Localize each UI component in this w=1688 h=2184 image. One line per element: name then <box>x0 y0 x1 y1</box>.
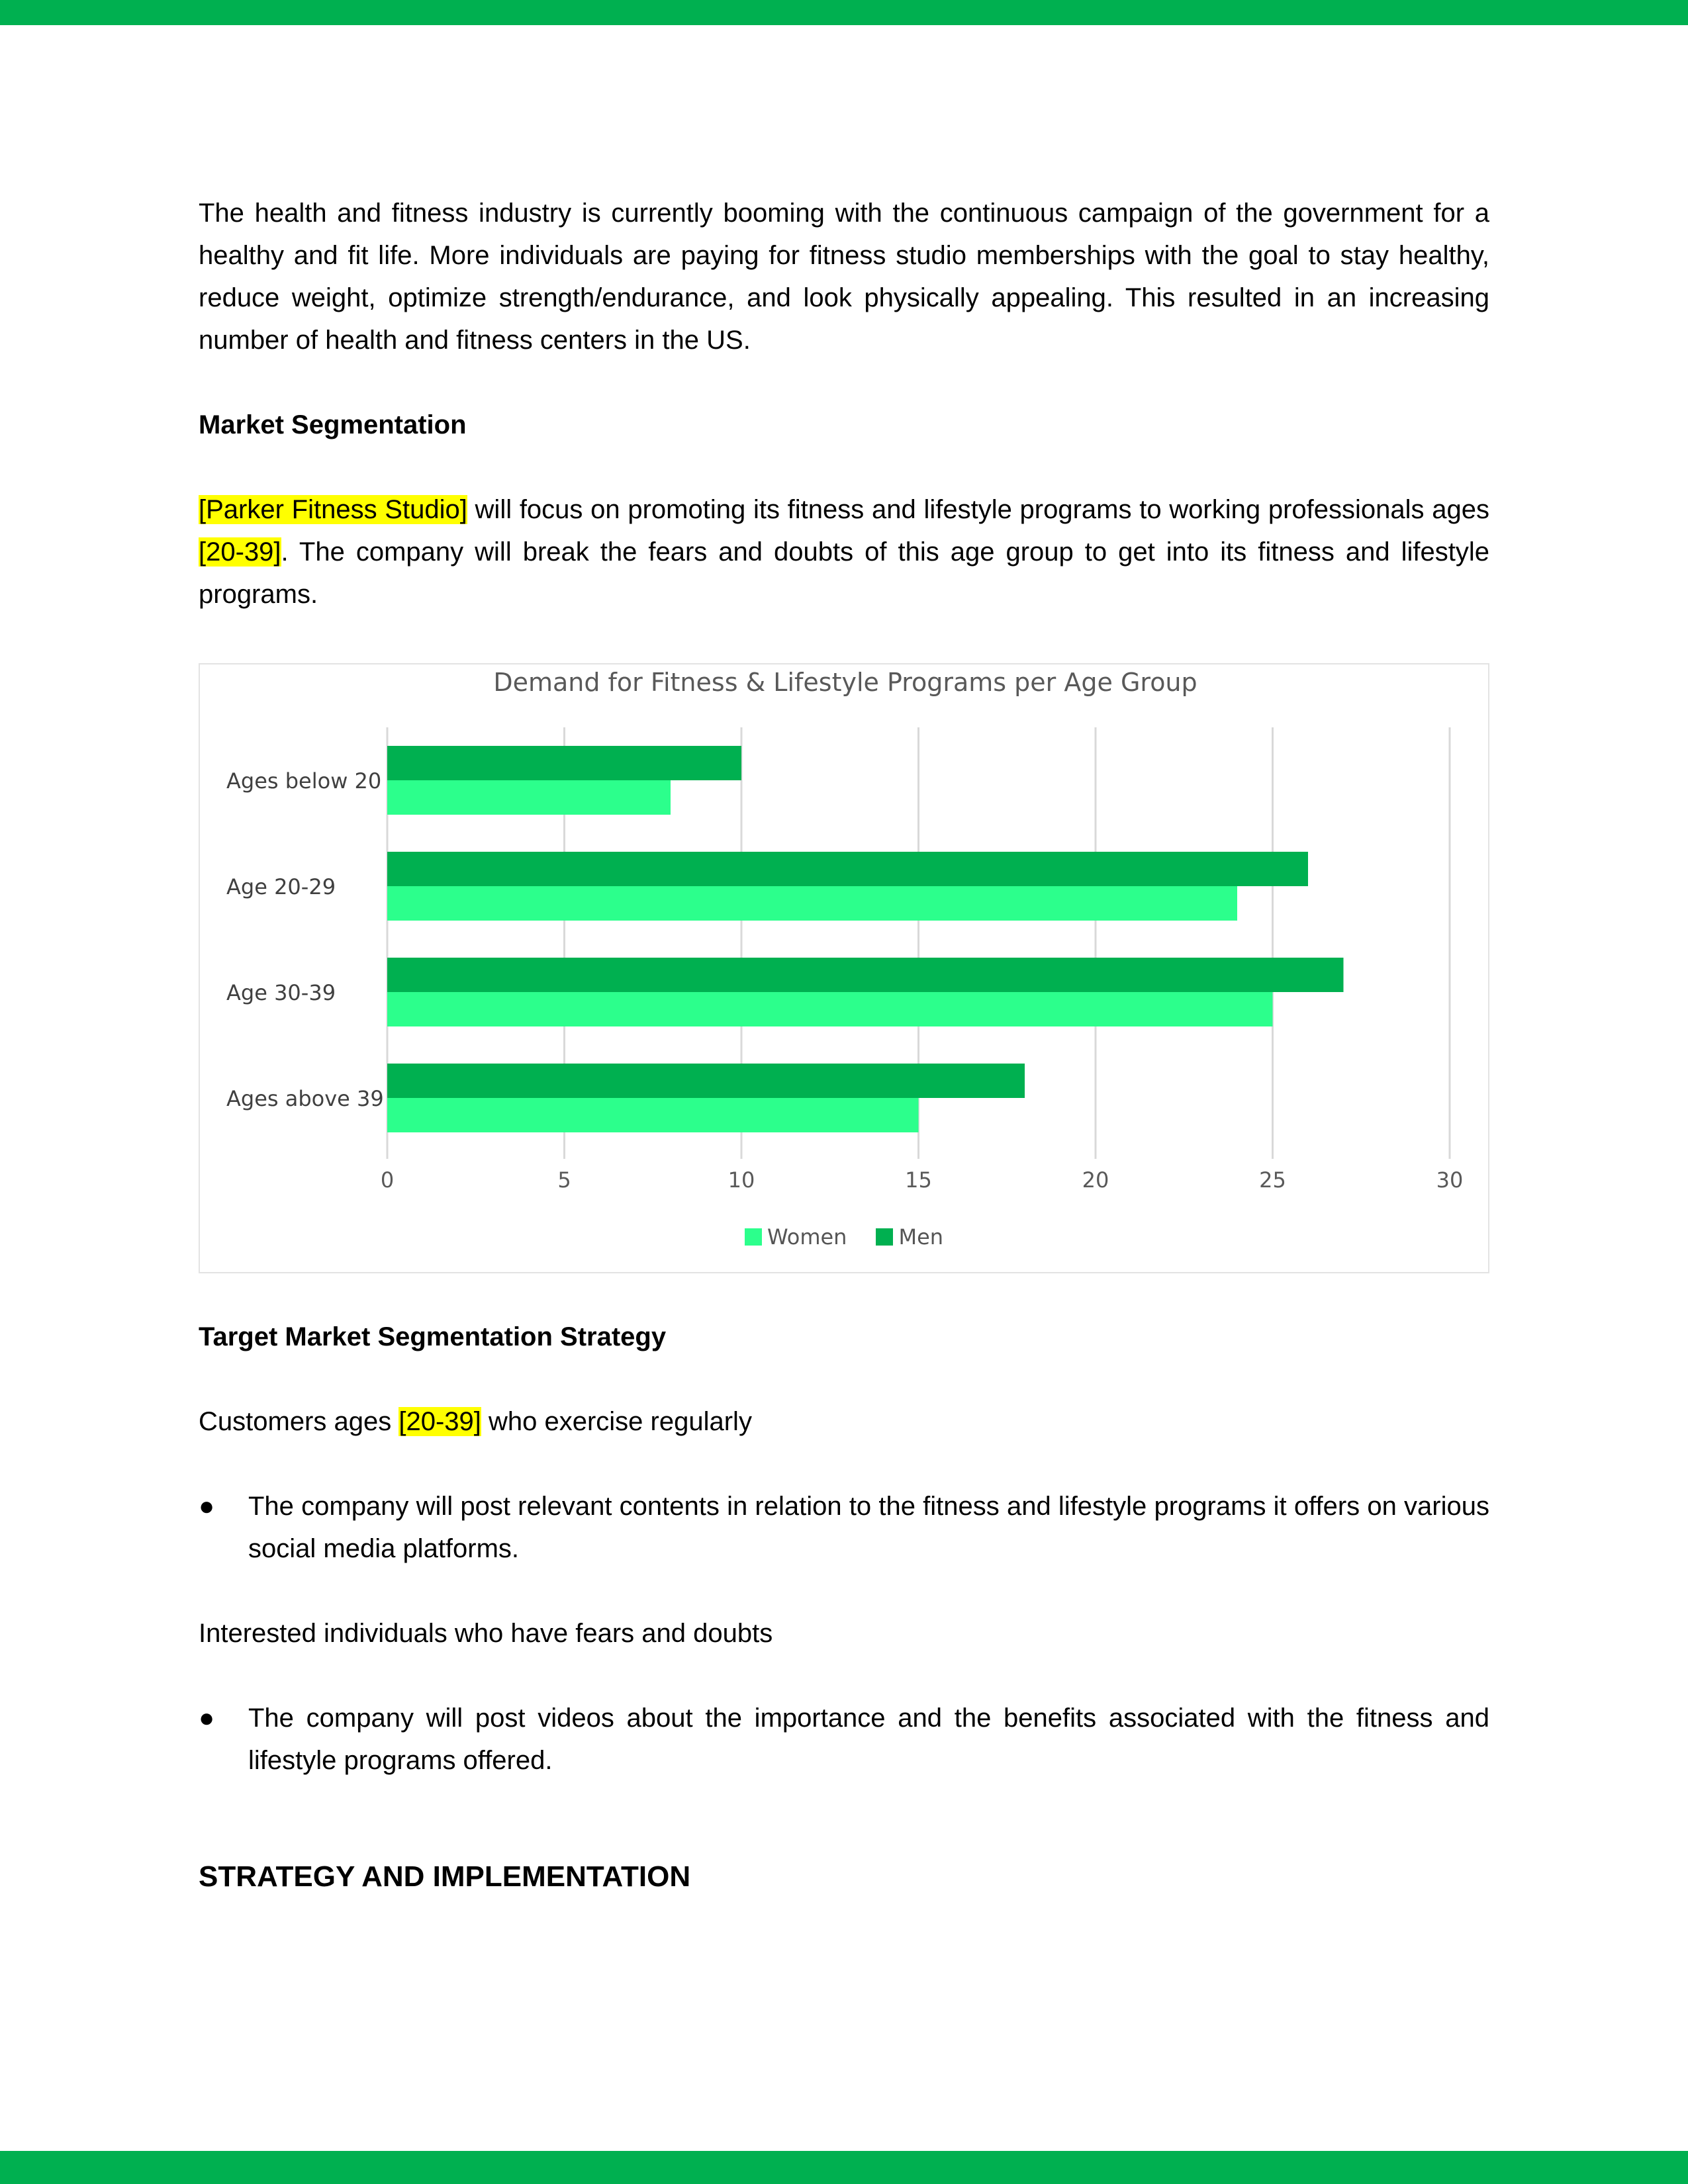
bar-men <box>387 746 741 780</box>
legend-item-men <box>876 1224 943 1250</box>
company-name-highlight: [Parker Fitness Studio] <box>199 495 467 524</box>
y-category-label: Ages below 20 <box>226 768 382 794</box>
group1-suffix: who exercise regularly <box>481 1407 752 1436</box>
group1-prefix: Customers ages <box>199 1407 399 1436</box>
bar-women <box>387 992 1273 1026</box>
legend-item-women <box>745 1224 847 1250</box>
market-segmentation-paragraph <box>199 488 1489 615</box>
top-accent-band <box>0 0 1688 25</box>
document-body <box>199 192 1489 1898</box>
intro-paragraph: The health and fitness industry is currently booming with the continuous campaign of the government for a healthy and fit life. More individuals are paying for fitness studio memberships with the goal to stay healthy, reduce weight, optimize strength/endurance, and look physically appealing. This resulted in an increasing number of health and fitness centers in the US. <box>199 199 1489 355</box>
bullet-item-videos <box>199 1697 1489 1782</box>
market-segmentation-heading: Market Segmentation <box>199 410 467 439</box>
chart-canvas <box>200 664 1491 1275</box>
target-strategy-heading: Target Market Segmentation Strategy <box>199 1322 667 1351</box>
bar-men <box>387 958 1344 992</box>
demand-chart <box>199 663 1489 1273</box>
bullet-text: The company will post videos about the importance and the benefits associated with the fitness and lifestyle programs offered. <box>248 1704 1489 1775</box>
bar-women <box>387 780 671 815</box>
bullet-text: The company will post relevant contents in relation to the fitness and lifestyle programs it offers on various social media platforms. <box>248 1492 1489 1563</box>
bullet-item-social-media <box>199 1485 1489 1570</box>
legend-label-women: Women <box>767 1224 847 1250</box>
y-category-label: Age 30-39 <box>226 980 336 1005</box>
group1-age-highlight: [20-39] <box>399 1407 481 1436</box>
x-tick-label: 20 <box>1082 1167 1109 1193</box>
bar-men <box>387 1064 1025 1098</box>
bullet-dot-icon: ● <box>199 1704 215 1733</box>
chart-legend <box>200 1224 1488 1250</box>
x-tick-label: 15 <box>905 1167 932 1193</box>
bar-women <box>387 886 1237 921</box>
bar-women <box>387 1098 919 1132</box>
men-swatch <box>876 1228 893 1246</box>
age-range-highlight: [20-39] <box>199 537 281 567</box>
strategy-section-heading: STRATEGY AND IMPLEMENTATION <box>199 1860 691 1893</box>
bullet-dot-icon: ● <box>199 1492 215 1521</box>
x-tick-label: 5 <box>557 1167 571 1193</box>
x-tick-label: 25 <box>1259 1167 1286 1193</box>
women-swatch <box>745 1228 762 1246</box>
customer-group-2: Interested individuals who have fears and doubts <box>199 1619 773 1648</box>
bottom-accent-band <box>0 2151 1688 2184</box>
customer-group-1 <box>199 1400 1489 1443</box>
legend-label-men: Men <box>898 1224 944 1250</box>
x-tick-label: 30 <box>1436 1167 1464 1193</box>
y-category-label: Ages above 39 <box>226 1086 384 1111</box>
bar-men <box>387 852 1308 886</box>
y-category-label: Age 20-29 <box>226 874 336 899</box>
chart-bars <box>387 746 1344 1132</box>
chart-title: Demand for Fitness & Lifestyle Programs per Age Group <box>493 668 1197 697</box>
x-tick-label: 0 <box>380 1167 395 1193</box>
segmentation-text-1: will focus on promoting its fitness and lifestyle programs to working professionals ages <box>467 495 1489 524</box>
segmentation-text-2: . The company will break the fears and doubts of this age group to get into its fitness and lifestyle programs. <box>199 537 1489 609</box>
x-tick-label: 10 <box>727 1167 755 1193</box>
